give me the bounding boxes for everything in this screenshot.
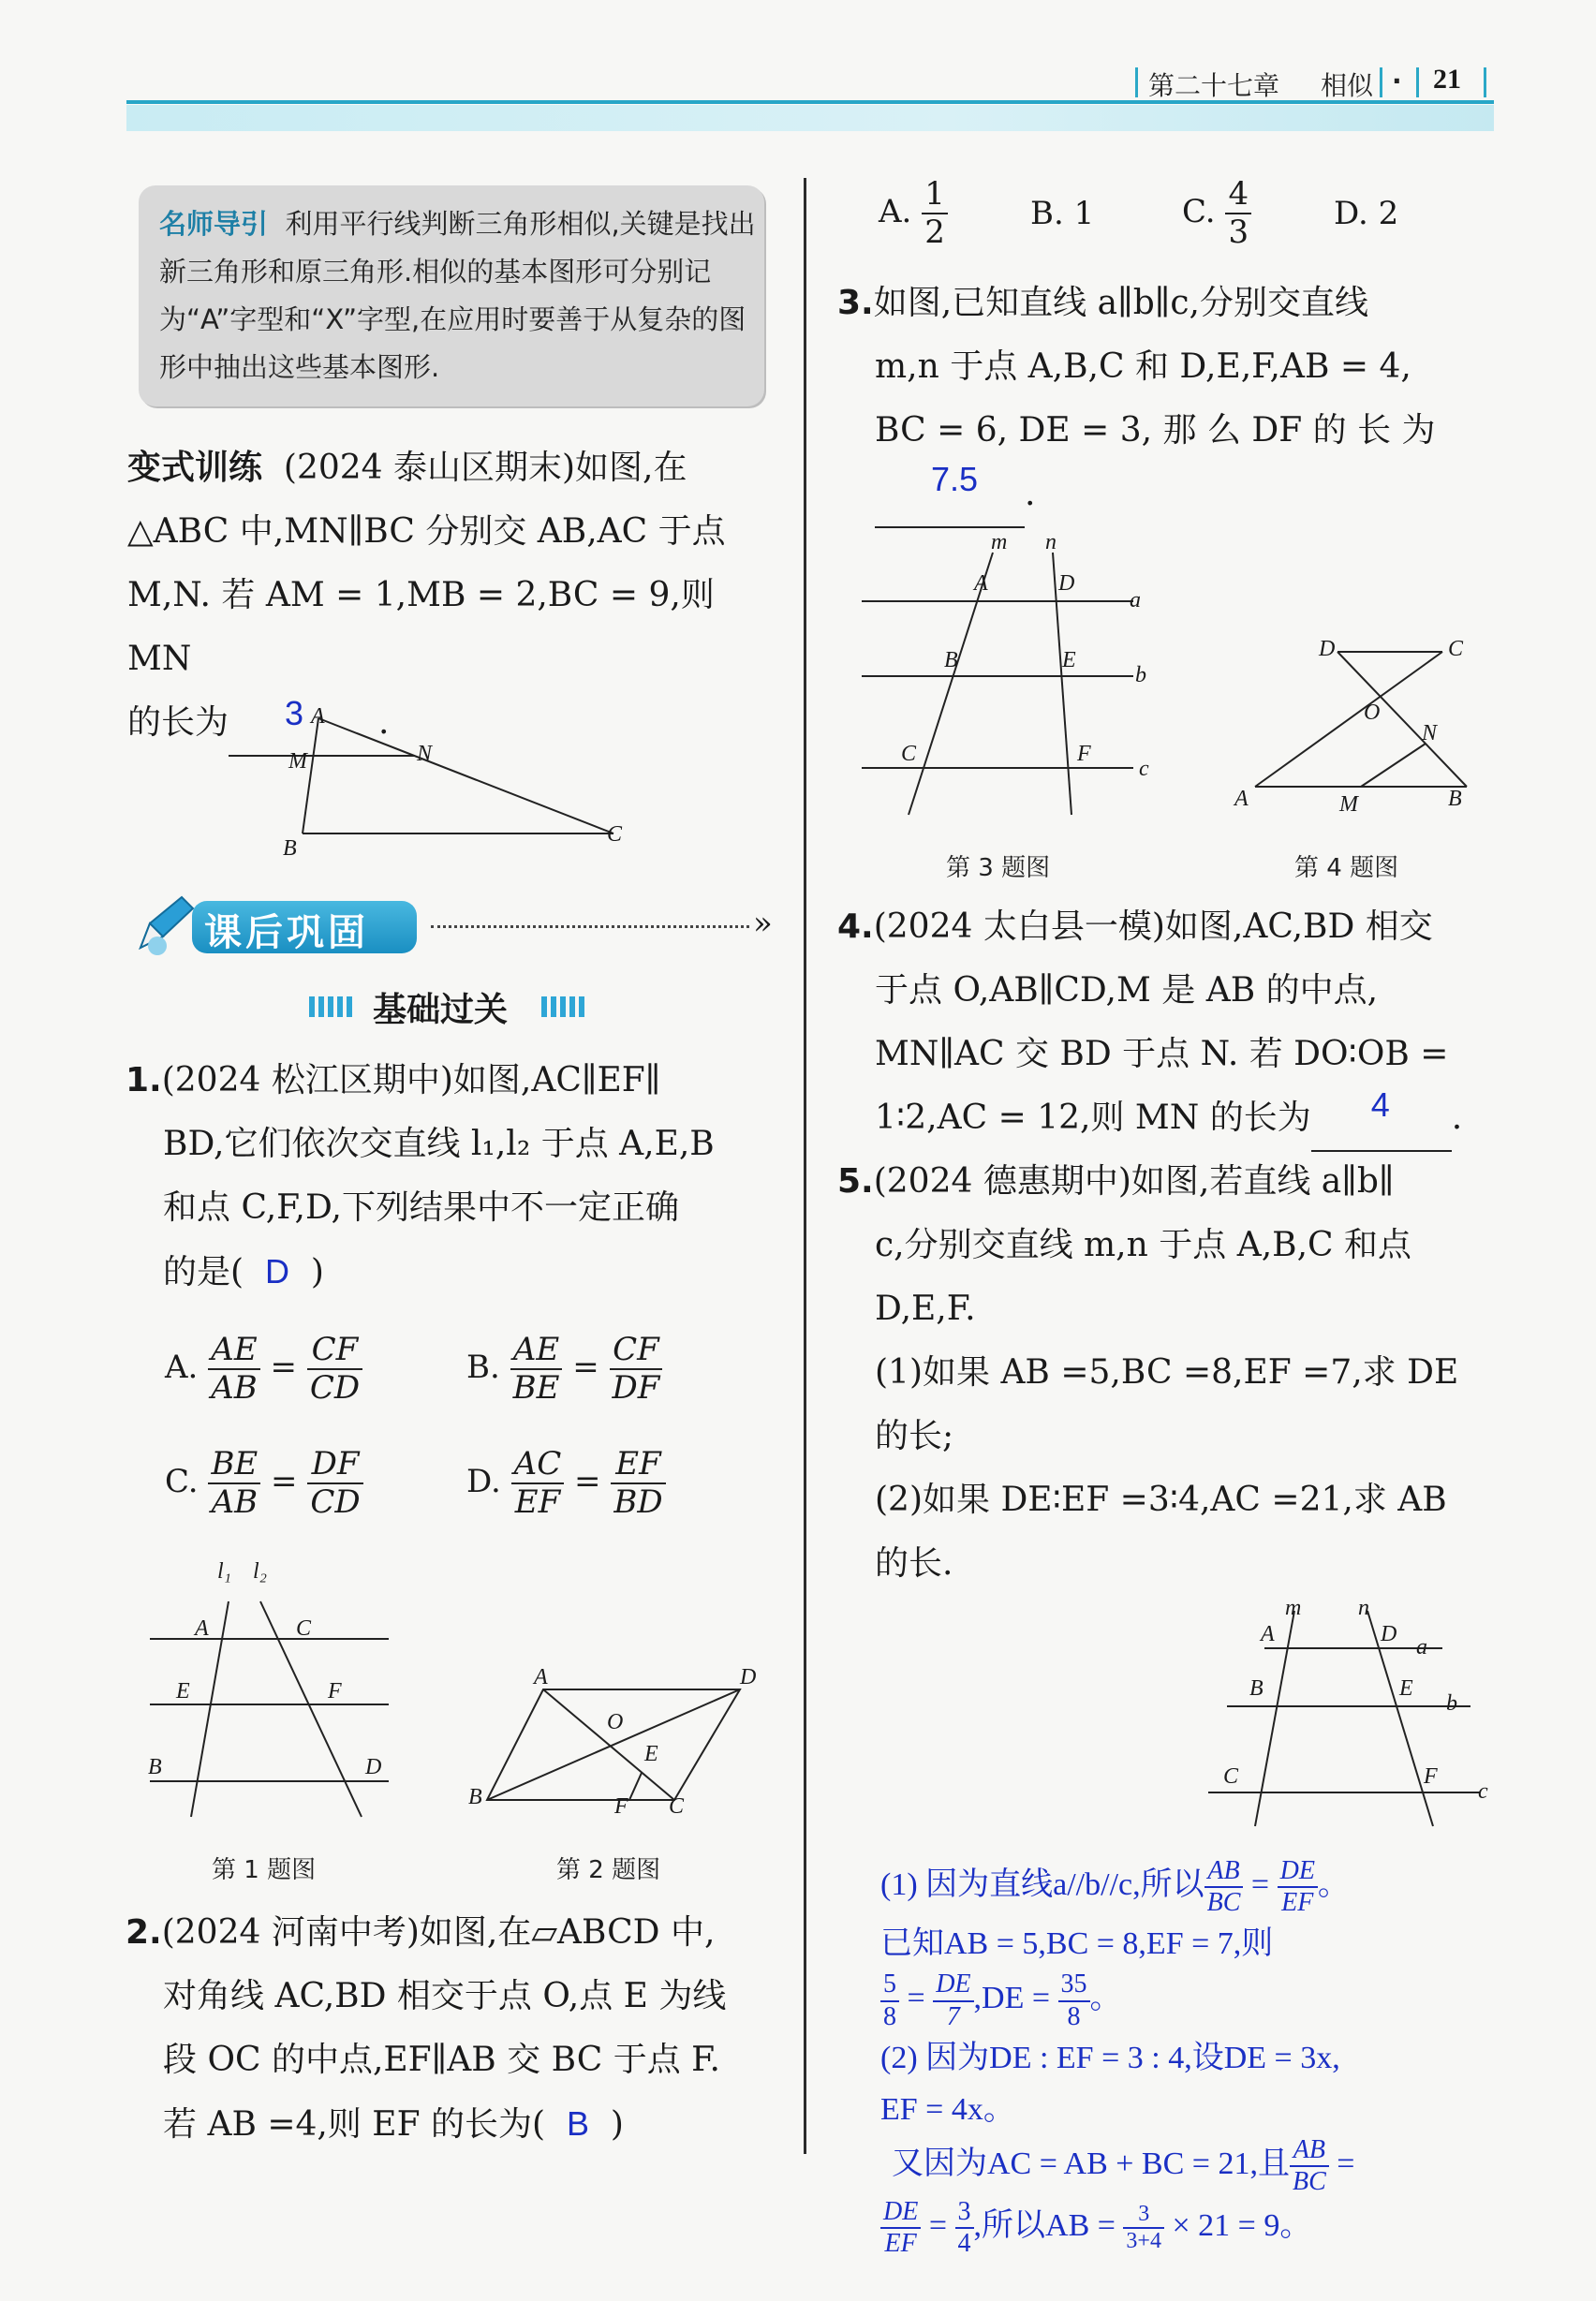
q1-option-b: B. $\frac{AE}{BE}$ = $\frac{CF}{DF}$ [466, 1332, 662, 1407]
frac-num: DF [307, 1446, 362, 1484]
label-a-line: a [1416, 1635, 1427, 1659]
label-b-line: b [1135, 663, 1146, 687]
frac-den: 7 [946, 2001, 960, 2031]
q4-number: 4. [837, 907, 874, 946]
q2-line4: 若 AB =4,则 EF 的长为( [163, 2105, 546, 2144]
q5-line1: (2024 德惠期中)如图,若直线 a∥b∥ [873, 1162, 1395, 1201]
header-chapter: 第二十七章 [1148, 70, 1280, 101]
q1-answer: D [264, 1252, 289, 1291]
period: 。 [1317, 1866, 1350, 1902]
label-c: C [607, 822, 623, 847]
frac-num: 1 [922, 176, 948, 214]
frac-num: DE [880, 2197, 921, 2229]
label-e: E [1062, 648, 1076, 672]
variant-line2: △ABC 中,MN∥BC 分别交 AB,AC 于点 [127, 512, 726, 551]
equals: = [1337, 2146, 1355, 2181]
q2-option-b: B. 1 [1030, 195, 1095, 232]
q1-line4: 的是( [163, 1253, 244, 1291]
q2-number: 2. [126, 1913, 162, 1952]
q2-option-c [1182, 176, 1251, 251]
option-label: A. [879, 193, 912, 231]
q1-option-c: C. $\frac{BE}{AB}$ = $\frac{DF}{CD}$ [165, 1446, 363, 1521]
frac-den: AB [211, 1369, 258, 1408]
q1-number: 1. [126, 1061, 162, 1099]
frac-num: AB [1290, 2135, 1329, 2167]
q2-line3: 段 OC 的中点,EF∥AB 交 BC 于点 F. [163, 2041, 720, 2079]
frac-num: AB [1204, 1856, 1244, 1888]
label-f: F [614, 1794, 628, 1819]
label-d: D [740, 1665, 757, 1689]
label-f: F [1424, 1764, 1438, 1789]
tip-text [159, 200, 759, 391]
option-label: D. [466, 1463, 501, 1501]
q2-line2: 对角线 AC,BD 相交于点 O,点 E 为线 [163, 1977, 727, 2015]
frac-den: 3 [1228, 214, 1249, 252]
header-section: 相似 [1321, 70, 1374, 101]
solution-line: (1) 因为直线a//b//c,所以 [880, 1866, 1204, 1902]
arrow-icon: » [753, 905, 773, 942]
label-o: O [607, 1710, 624, 1734]
q5-line2: c,分别交直线 m,n 于点 A,B,C 和点 [875, 1226, 1412, 1264]
label-a: A [1261, 1622, 1275, 1646]
label-d: D [1058, 571, 1075, 596]
label-n: N [417, 742, 433, 766]
frac-den: EF [1281, 1888, 1314, 1918]
segment-ac [1255, 652, 1442, 787]
header-rule [126, 100, 1494, 104]
label-c: C [1223, 1764, 1239, 1789]
q3-line1: 如图,已知直线 a∥b∥c,分别交直线 [873, 284, 1368, 322]
label-a: A [534, 1665, 548, 1689]
q5-figure [1208, 1601, 1499, 1836]
q1-line3: 和点 C,F,D,下列结果中不一定正确 [163, 1188, 679, 1227]
label-c: C [1448, 637, 1464, 661]
frac-num: DE [933, 1969, 973, 2001]
frac-den: DF [612, 1369, 660, 1408]
frac-den: CD [310, 1483, 361, 1522]
q5-line5: 的长; [875, 1417, 954, 1455]
frac-den: BD [613, 1483, 663, 1522]
option-label: C. [165, 1463, 199, 1501]
label-c-line: c [1478, 1779, 1488, 1804]
q4-answer: 4 [1370, 1085, 1390, 1124]
q5-line3: D,E,F. [875, 1290, 976, 1328]
frac-num: 3 [1123, 2202, 1164, 2230]
variant-figure [272, 707, 646, 866]
variant-label: 变式训练 [127, 449, 263, 487]
q2-paren: ) [610, 2105, 624, 2144]
q4-line2: 于点 O,AB∥CD,M 是 AB 的中点, [875, 971, 1379, 1010]
segment-bd [1337, 652, 1467, 787]
q2-line1: (2024 河南中考)如图,在▱ABCD 中, [161, 1913, 716, 1952]
q3-answer: 7.5 [931, 460, 979, 498]
diagonal-bd [487, 1689, 740, 1800]
label-d: D [1319, 637, 1336, 661]
label-a: A [311, 704, 325, 729]
q2-option-d: D. 2 [1334, 195, 1399, 232]
q4-line3: MN∥AC 交 BD 于点 N. 若 DO∶OB = [875, 1035, 1449, 1073]
option-label: A. [165, 1349, 199, 1387]
label-e: E [176, 1679, 190, 1704]
variant-answer: 3 [285, 694, 304, 732]
q4-caption: 第 4 题图 [1294, 854, 1399, 882]
q3-block: 3.如图,已知直线 a∥b∥c,分别交直线 m,n 于点 A,B,C 和 D,E,F,AB = 4, BC = 6, DE = 3, 那 么 DF 的 长 为 7.5 . [837, 272, 1512, 528]
label-m: m [991, 530, 1008, 554]
label-c: C [296, 1616, 312, 1641]
label-a: A [1234, 787, 1249, 811]
frac-den: AB [211, 1483, 259, 1522]
frac-num: BE [208, 1446, 260, 1484]
q2-caption: 第 2 题图 [556, 1856, 661, 1884]
solution-line: × 21 = 9。 [1172, 2208, 1312, 2244]
option-label: C. [1182, 193, 1216, 231]
label-l2: l₂ [253, 1559, 268, 1584]
q3-caption: 第 3 题图 [946, 854, 1051, 882]
label-d: D [1381, 1622, 1397, 1646]
label-a-line: a [1130, 588, 1141, 612]
frac-num: EF [611, 1446, 665, 1484]
q5-line7: 的长. [875, 1544, 953, 1583]
subhead-ornament-left [309, 996, 352, 1017]
q1-option-d: D. $\frac{AC}{EF}$ = $\frac{EF}{BD}$ [466, 1446, 666, 1521]
section-dots [431, 925, 749, 928]
label-l1: l₁ [217, 1559, 232, 1584]
solution-line: (2) 因为DE : EF = 3 : 4,设DE = 3x, [880, 2040, 1340, 2075]
side-ab [303, 718, 318, 833]
q1-block [126, 1049, 800, 1305]
segment-ef [629, 1773, 642, 1800]
header-dot: · [1392, 66, 1402, 96]
frac-den: EF [514, 1483, 561, 1522]
q3-answer-blank [875, 460, 1025, 528]
label-b: B [944, 648, 958, 672]
q1-option-a: A. $\frac{AE}{AB}$ = $\frac{CF}{CD}$ [165, 1332, 362, 1407]
side-ac [318, 718, 613, 833]
variant-line3: M,N. 若 AM = 1,MB = 2,BC = 9,则 MN [127, 576, 715, 678]
q2-option-a [879, 176, 948, 251]
label-o: O [1364, 701, 1381, 725]
tip-label: 名师导引 [159, 208, 269, 240]
q2-block [126, 1901, 800, 2157]
label-d: D [365, 1755, 382, 1779]
subhead: 基础过关 [373, 991, 509, 1029]
equals: = [907, 1981, 925, 2016]
q1-line1: (2024 松江区期中)如图,AC∥EF∥ [161, 1061, 661, 1099]
q5-line6: (2)如果 DE∶EF =3∶4,AC =21,求 AB [875, 1481, 1447, 1519]
q4-line1: (2024 太白县一模)如图,AC,BD 相交 [873, 907, 1433, 946]
frac-den: EF [884, 2229, 917, 2259]
label-b: B [1249, 1676, 1264, 1701]
q3-number: 3. [837, 284, 874, 322]
label-c-line: c [1139, 757, 1149, 781]
label-b-line: b [1446, 1691, 1457, 1716]
frac-num: 3 [955, 2197, 974, 2229]
solution-line: 已知AB = 5,BC = 8,EF = 7,则 [880, 1926, 1274, 1962]
equals: = [928, 2208, 948, 2244]
header-band [126, 105, 1494, 131]
frac-num: CF [307, 1332, 362, 1370]
q3-line3: BC = 6, DE = 3, 那 么 DF 的 长 为 [875, 411, 1436, 450]
label-f: F [328, 1679, 342, 1704]
label-n: N [1422, 721, 1438, 745]
tip-body: 利用平行线判断三角形相似,关键是找出新三角形和原三角形.相似的基本图形可分别记为“A”字型和“X”字型,在应用时要善于从复杂的图形中抽出这些基本图形. [159, 208, 756, 383]
frac-den: 8 [1067, 2001, 1081, 2031]
q2-answer: B [566, 2104, 589, 2143]
column-divider [804, 178, 806, 2154]
frac-num: 35 [1058, 1969, 1090, 2001]
frac-num: 5 [880, 1969, 899, 2001]
label-a: A [195, 1616, 209, 1641]
option-label: B. [466, 1349, 500, 1387]
page-number: 21 [1433, 64, 1461, 95]
frac-den: 2 [924, 214, 945, 252]
header-separator [1135, 67, 1138, 97]
subhead-ornament-right [541, 996, 584, 1017]
q1-line2: BD,它们依次交直线 l₁,l₂ 于点 A,E,B [163, 1125, 715, 1163]
frac-num: AE [208, 1332, 260, 1370]
frac-den: CD [309, 1369, 361, 1408]
q4-answer-blank [1311, 1086, 1452, 1152]
variant-line1: (2024 泰山区期末)如图,在 [283, 449, 687, 487]
header-separator [1416, 67, 1419, 97]
q5-block [837, 1150, 1512, 1596]
frac-den: 4 [957, 2229, 971, 2259]
q5-solution [880, 1856, 1517, 2260]
solution-line: 又因为AC = AB + BC = 21,且 [892, 2146, 1290, 2181]
solution-line: ,所以AB = [973, 2208, 1116, 2244]
label-e: E [1399, 1676, 1413, 1701]
frac-num: 4 [1225, 176, 1251, 214]
frac-num: AC [511, 1446, 565, 1484]
frac-num: AE [510, 1332, 563, 1370]
label-b: B [283, 836, 297, 861]
frac-den: 8 [883, 2001, 896, 2031]
label-m: M [1339, 792, 1358, 817]
label-n: n [1358, 1596, 1369, 1620]
label-f: F [1077, 742, 1091, 766]
label-c: C [901, 742, 917, 766]
q1-caption: 第 1 题图 [212, 1856, 317, 1884]
q3-line2: m,n 于点 A,B,C 和 D,E,F,AB = 4, [875, 347, 1411, 386]
q3-figure [852, 534, 1161, 824]
label-c: C [669, 1794, 685, 1819]
frac-den: BC [1206, 1888, 1241, 1918]
label-b: B [1448, 787, 1462, 811]
frac-den: BE [512, 1369, 560, 1408]
solution-line: ,DE = [973, 1981, 1051, 2016]
label-e: E [644, 1742, 658, 1766]
section-title: 课后巩固 [204, 911, 369, 954]
label-a: A [974, 571, 988, 596]
q4-line4: 1∶2,AC = 12,则 MN 的长为 [875, 1099, 1311, 1137]
label-b: B [468, 1785, 482, 1809]
frac-num: CF [610, 1332, 663, 1370]
q5-line4: (1)如果 AB =5,BC =8,EF =7,求 DE [875, 1353, 1459, 1392]
equals: = [1250, 1866, 1270, 1902]
frac-num: DE [1278, 1856, 1318, 1888]
segment-mn [1361, 744, 1426, 787]
period: 。 [1089, 1981, 1122, 2016]
label-n: n [1045, 530, 1057, 554]
q5-number: 5. [837, 1162, 874, 1201]
header-separator [1380, 67, 1382, 97]
label-b: B [148, 1755, 162, 1779]
variant-line4: 的长为 [127, 703, 229, 742]
label-m: M [288, 749, 307, 774]
solution-line: EF = 4x。 [880, 2091, 1015, 2127]
frac-den: 3+4 [1126, 2229, 1161, 2254]
frac-den: BC [1292, 2166, 1326, 2196]
label-m: m [1285, 1596, 1302, 1620]
q4-block: 4.(2024 太白县一模)如图,AC,BD 相交 于点 O,AB∥CD,M 是 AB 的中点, MN∥AC 交 BD 于点 N. 若 DO∶OB = 1∶2,AC = 12,则 MN 的长为 4 . [837, 895, 1512, 1152]
header-separator [1484, 67, 1486, 97]
variant-block: 变式训练 (2024 泰山区期末)如图,在 △ABC 中,MN∥BC 分别交 AB,AC 于点 M,N. 若 AM = 1,MB = 2,BC = 9,则 MN 的长为 3 . [127, 436, 783, 757]
q1-paren: ) [310, 1253, 324, 1291]
